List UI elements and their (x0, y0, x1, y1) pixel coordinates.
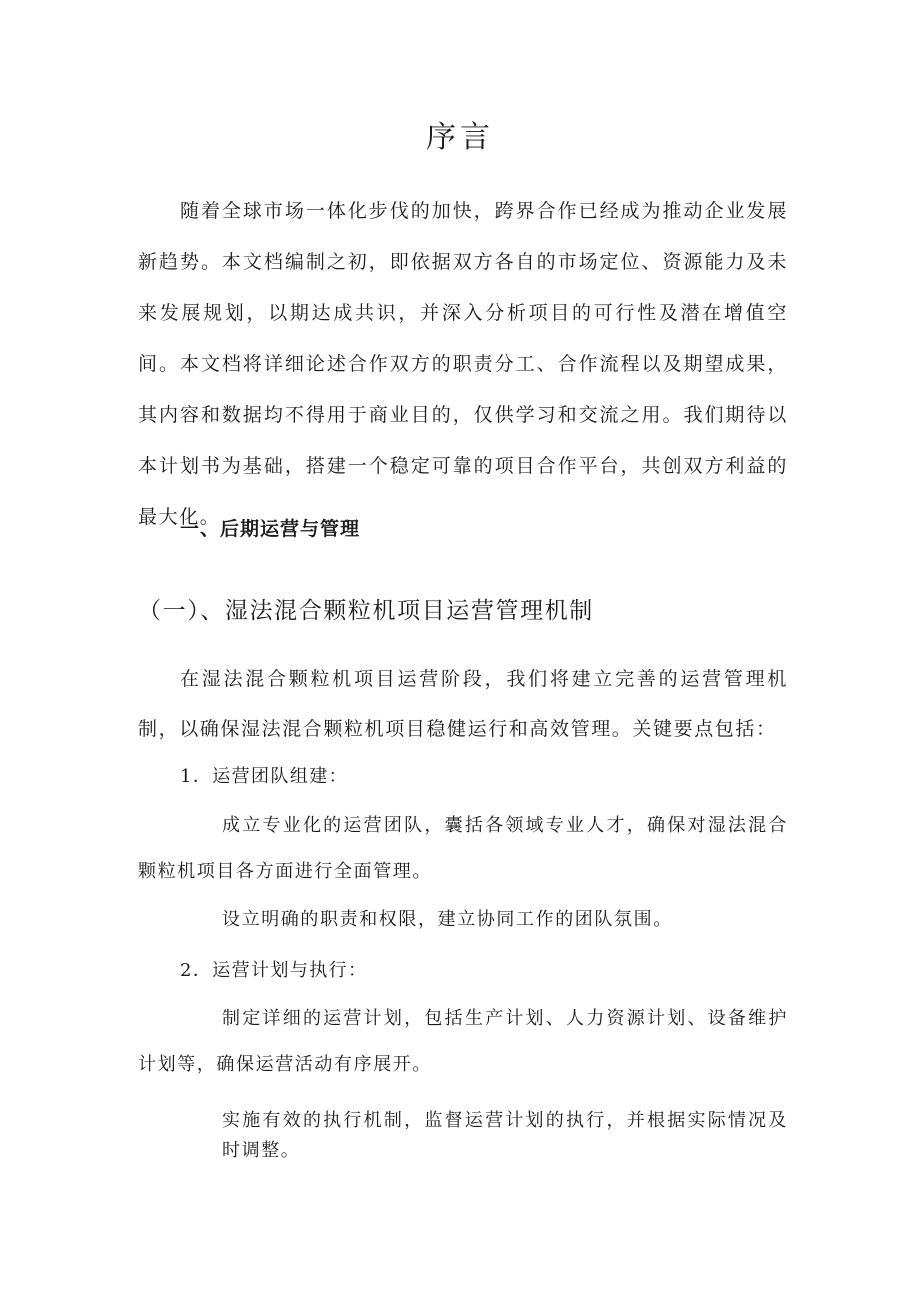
subsection-intro-paragraph: 在湿法混合颗粒机项目运营阶段，我们将建立完善的运营管理机制，以确保湿法混合颗粒机项目稳健运行和高效管理。关键要点包括： (138, 668, 788, 740)
page-title: 序言 (426, 120, 494, 155)
section-heading: 一、后期运营与管理 (180, 518, 361, 540)
item-2-point-2: 实施有效的执行机制，监督运营计划的执行，并根据实际情况及时调整。 (222, 1110, 788, 1161)
item-heading-1: 1．运营团队组建： (180, 766, 349, 787)
subsection-heading: （一）、湿法混合颗粒机项目运营管理机制 (138, 598, 594, 624)
item-2-point-1: 制定详细的运营计划，包括生产计划、人力资源计划、设备维护计划等，确保运营活动有序展开。 (138, 1008, 788, 1075)
item-1-point-2: 设立明确的职责和权限，建立协同工作的团队氛围。 (222, 909, 673, 930)
item-heading-2: 2．运营计划与执行： (180, 960, 368, 981)
item-1-point-1: 成立专业化的运营团队，囊括各领域专业人才，确保对湿法混合颗粒机项目各方面进行全面管理。 (138, 815, 788, 882)
intro-paragraph: 随着全球市场一体化步伐的加快，跨界合作已经成为推动企业发展新趋势。本文档编制之初，即依据双方各自的市场定位、资源能力及未来发展规划，以期达成共识，并深入分析项目的可行性及潜在增值空间。本文档将详细论述合作双方的职责分工、合作流程以及期望成果，其内容和数据均不得用于商业目的，仅供学习和交流之用。我们期待以本计划书为基础，搭建一个稳定可靠的项目合作平台，共创双方利益的最大化。 (138, 200, 788, 528)
